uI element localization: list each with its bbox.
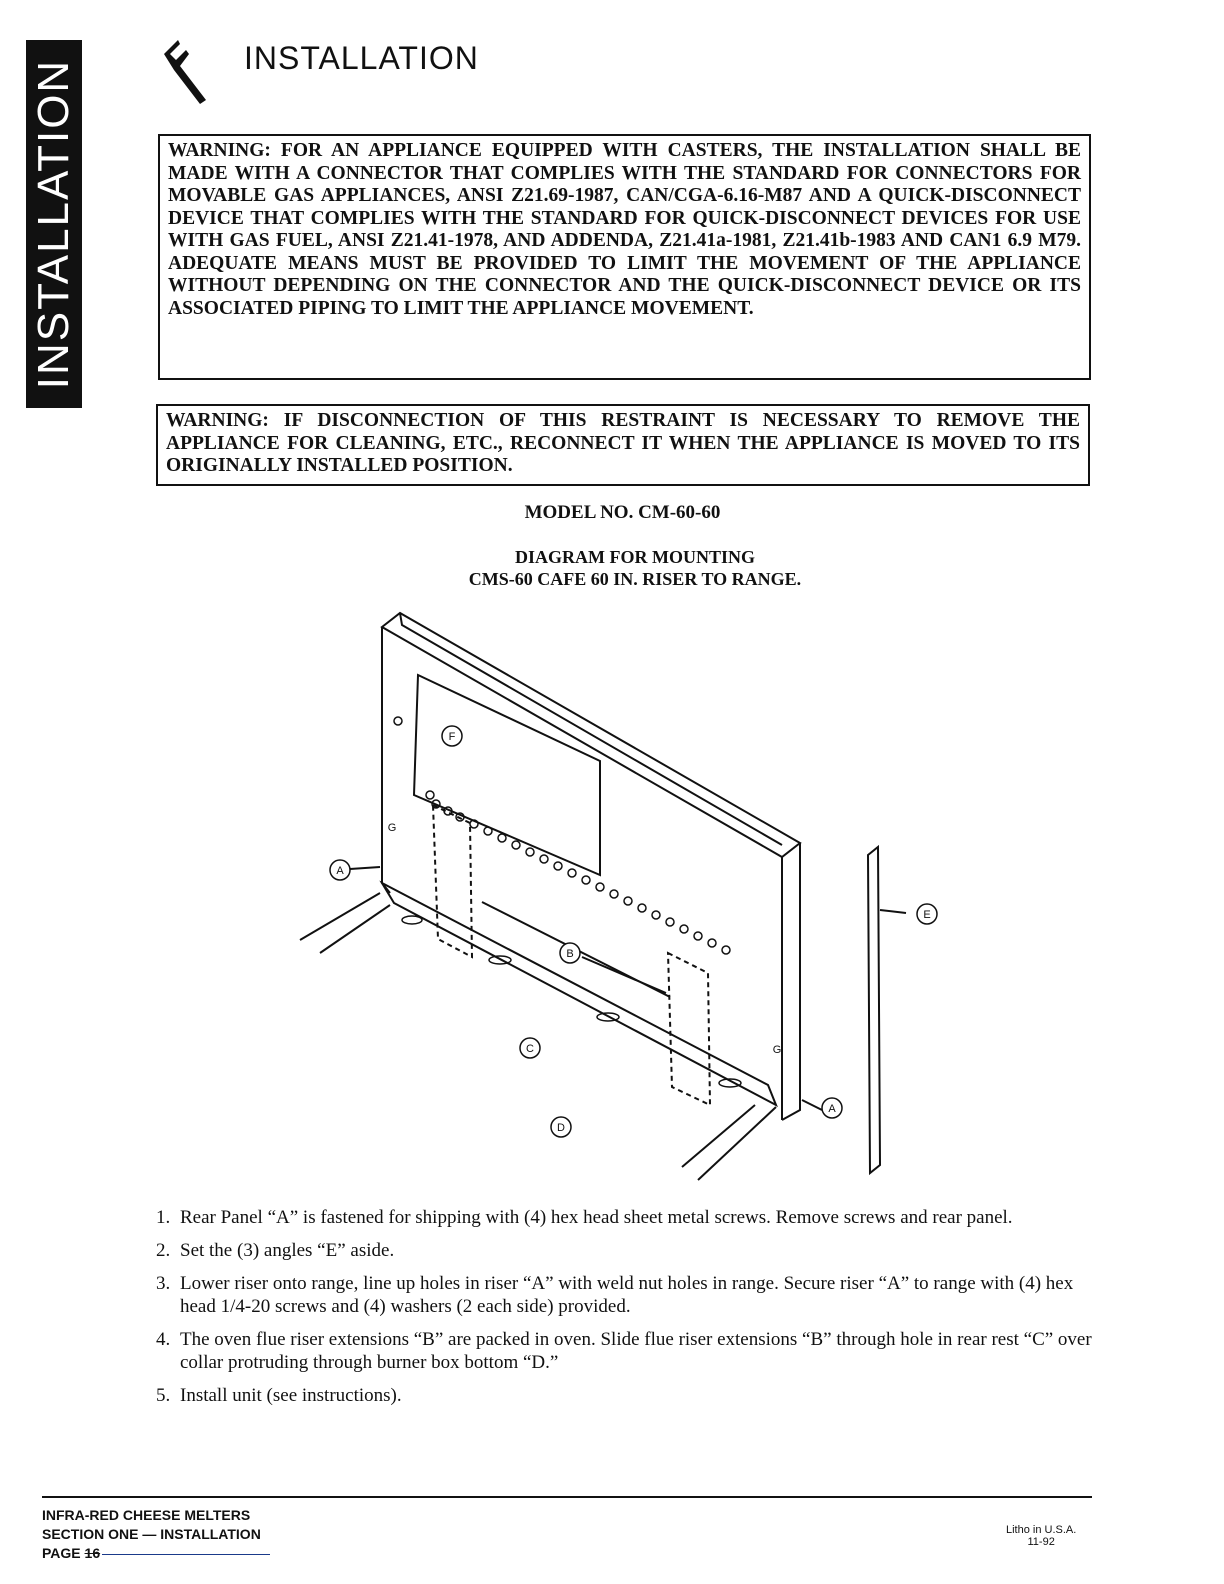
callout-a-right: A [828, 1103, 836, 1115]
label-g-right: G [772, 1044, 782, 1056]
callout-f: F [448, 731, 456, 743]
callout-b: B [566, 948, 574, 960]
printing-note [1006, 1524, 1076, 1548]
page-number: 16 [84, 1545, 101, 1561]
callout-d: D [557, 1122, 565, 1134]
page-title: INSTALLATION [244, 40, 479, 76]
label-g-left: G [387, 822, 397, 834]
step-item [156, 1384, 1096, 1407]
warning-box-restraint: WARNING: IF DISCONNECTION OF THIS RESTRAINT IS NECESSARY TO REMOVE THE APPLIANCE FOR CLEANING, ETC., RECONNECT IT WHEN THE APPLIANCE IS MOVED TO ITS ORIGINALLY INSTALLED POSITION. [156, 404, 1090, 486]
side-tab-label: INSTALLATION [29, 58, 78, 390]
diagram-title [0, 546, 1224, 590]
step-number: 2. [156, 1240, 171, 1261]
model-number: MODEL NO. CM-60-60 [524, 502, 721, 523]
step-item [156, 1272, 1096, 1318]
step-number: 3. [156, 1273, 171, 1294]
callout-a-left: A [336, 865, 344, 877]
wrench-icon [156, 36, 216, 106]
mounting-diagram [290, 605, 950, 1185]
footer-info [42, 1506, 270, 1563]
installation-steps [156, 1206, 1096, 1417]
footer-product: INFRA-RED CHEESE MELTERS [42, 1507, 251, 1523]
footer-divider [42, 1496, 1092, 1498]
footer-page [42, 1544, 270, 1563]
step-text: The oven flue riser extensions “B” are packed in oven. Slide flue riser extensions “B” through hole in rear rest “C” over collar protruding through burner box bottom “D.” [180, 1329, 1092, 1373]
warning-box-casters: WARNING: FOR AN APPLIANCE EQUIPPED WITH CASTERS, THE INSTALLATION SHALL BE MADE WITH A CONNECTOR THAT COMPLIES WITH THE STANDARD FOR CONNECTORS FOR MOVABLE GAS APPLIANCES, ANSI Z21.69-1987, CAN/CGA-6.16-M87 AND A QUICK-DISCONNECT DEVICE THAT COMPLIES WITH THE STANDARD FOR QUICK-DISCONNECT DEVICES FOR USE WITH GAS FUEL, ANSI Z21.41-1978, AND ADDENDA, Z21.41a-1981, Z21.41b-1983 AND CAN1 6.9 M79. ADEQUATE MEANS MUST BE PROVIDED TO LIMIT THE MOVEMENT OF THE APPLIANCE WITHOUT DEPENDING ON THE CONNECTOR AND THE QUICK-DISCONNECT DEVICE OR ITS ASSOCIATED PIPING TO LIMIT THE APPLIANCE MOVEMENT. [158, 134, 1091, 380]
callout-c: C [526, 1043, 534, 1055]
step-text: Set the (3) angles “E” aside. [180, 1240, 395, 1261]
step-text: Install unit (see instructions). [180, 1385, 402, 1406]
page-underline [102, 1554, 270, 1555]
step-text: Rear Panel “A” is fastened for shipping with (4) hex head sheet metal screws. Remove screws and rear panel. [180, 1207, 1013, 1228]
callout-e: E [923, 909, 931, 921]
step-item [156, 1239, 1096, 1262]
diagram-title-line-2: CMS-60 CAFE 60 IN. RISER TO RANGE. [468, 569, 802, 589]
footer-section: SECTION ONE — INSTALLATION [42, 1526, 261, 1542]
page-label: PAGE [42, 1545, 81, 1561]
step-number: 4. [156, 1329, 171, 1350]
step-text: Lower riser onto range, line up holes in riser “A” with weld nut holes in range. Secure riser “A” to range with (4) hex head 1/4-20 screws and (4) washers (2 each side) provided. [180, 1273, 1074, 1317]
diagram-title-line-1: DIAGRAM FOR MOUNTING [515, 547, 755, 567]
step-item [156, 1206, 1096, 1229]
step-item [156, 1328, 1096, 1374]
step-number: 1. [156, 1207, 171, 1228]
litho-note: Litho in U.S.A. [1006, 1524, 1077, 1536]
print-date: 11-92 [1027, 1536, 1055, 1548]
side-tab [26, 40, 82, 408]
step-number: 5. [156, 1385, 171, 1406]
